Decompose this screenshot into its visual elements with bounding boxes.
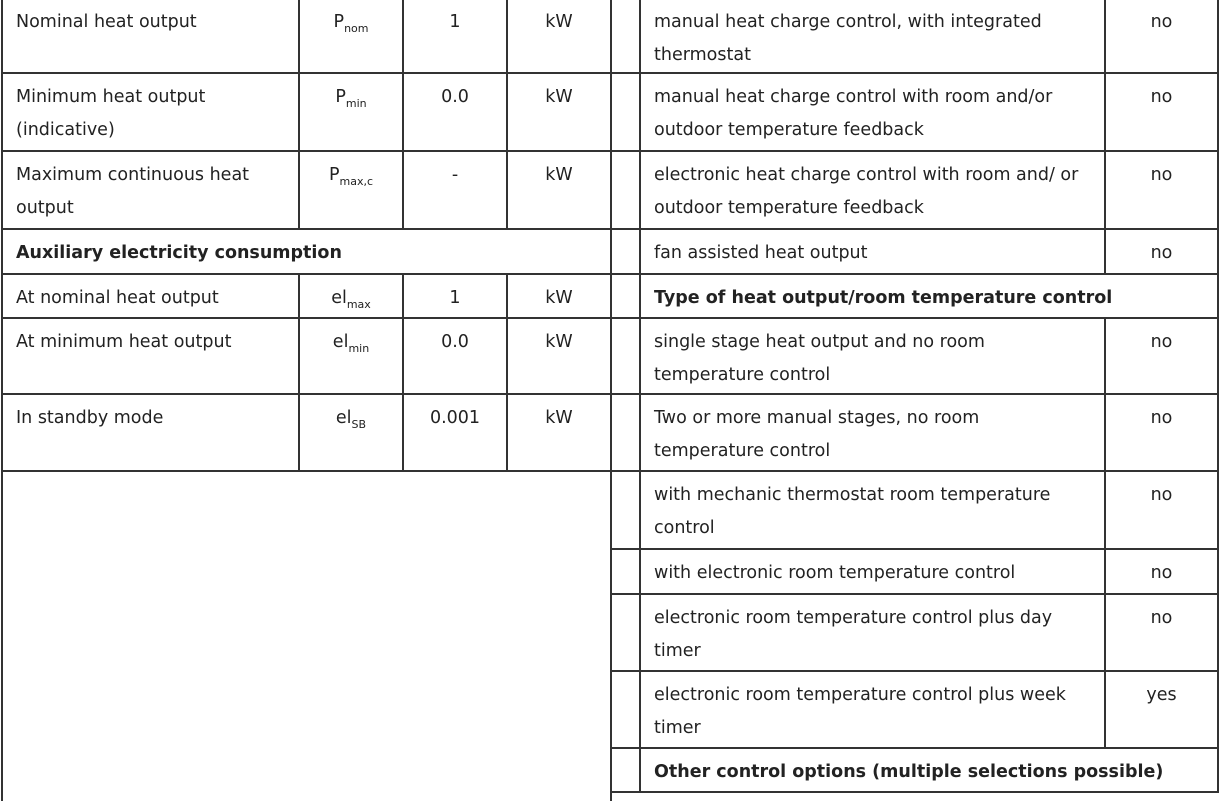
row-label: fan assisted heat output (639, 228, 1106, 275)
empty-area (1, 470, 612, 801)
checkbox-cell (610, 228, 641, 275)
unit: kW (506, 150, 612, 230)
other-heading: Other control options (multiple selections possible) (639, 747, 1219, 793)
row-value: no (1104, 548, 1219, 595)
row-label: manual heat charge control, with integrated thermostat (639, 0, 1106, 74)
symbol-main: P (328, 165, 340, 185)
symbol-subscript: max,c (339, 175, 374, 188)
checkbox-cell (610, 72, 641, 152)
symbol-main: el (331, 288, 347, 308)
aux-heading: Auxiliary electricity consumption (1, 228, 612, 275)
row-label: electronic heat charge control with room and/ or outdoor temperature feedback (639, 150, 1106, 230)
symbol (298, 317, 404, 395)
row-value: no (1104, 228, 1219, 275)
symbol (298, 273, 404, 319)
checkbox-cell (610, 0, 641, 74)
symbol (298, 150, 404, 230)
symbol-subscript: SB (351, 418, 367, 431)
value: 0.0 (402, 317, 508, 395)
checkbox-cell (610, 317, 641, 395)
row-label: electronic room temperature control plus day timer (639, 593, 1106, 672)
row-value: no (1104, 150, 1219, 230)
row-value: no (1104, 0, 1219, 74)
value: 1 (402, 273, 508, 319)
value: 0.0 (402, 72, 508, 152)
row-label: single stage heat output and no room temperature control (639, 317, 1106, 395)
row-value: no (1104, 593, 1219, 672)
symbol-main: P (333, 12, 345, 32)
checkbox-cell (610, 593, 641, 672)
checkbox-cell (610, 470, 641, 550)
symbol (298, 393, 404, 472)
unit: kW (506, 0, 612, 74)
row-value: no (1104, 317, 1219, 395)
row-label: At nominal heat output (1, 273, 300, 319)
row-value: yes (1104, 670, 1219, 749)
row-label: electronic room temperature control plus week timer (639, 670, 1106, 749)
unit: kW (506, 317, 612, 395)
checkbox-cell (610, 670, 641, 749)
row-label: In standby mode (1, 393, 300, 472)
row-value: no (1104, 393, 1219, 472)
symbol-subscript: nom (344, 22, 369, 35)
symbol-main: el (335, 408, 352, 428)
symbol-subscript: min (348, 342, 370, 355)
value: 0.001 (402, 393, 508, 472)
value: 1 (402, 0, 508, 74)
checkbox-cell (610, 747, 641, 793)
symbol-subscript: min (345, 97, 367, 110)
row-label: with mechanic thermostat room temperature control (639, 470, 1106, 550)
symbol (298, 72, 404, 152)
checkbox-cell (610, 393, 641, 472)
symbol-subscript: max (346, 298, 371, 311)
checkbox-cell (610, 150, 641, 230)
row-label: Two or more manual stages, no room temperature control (639, 393, 1106, 472)
unit: kW (506, 393, 612, 472)
row-label: Nominal heat output (1, 0, 300, 74)
row-label: Minimum heat output (indicative) (1, 72, 300, 152)
unit: kW (506, 72, 612, 152)
checkbox-cell (610, 548, 641, 595)
value: - (402, 150, 508, 230)
row-label: with electronic room temperature control (639, 548, 1106, 595)
row-label: Maximum continuous heat output (1, 150, 300, 230)
type-heading: Type of heat output/room temperature control (639, 273, 1219, 319)
checkbox-cell (610, 273, 641, 319)
row-value: no (1104, 72, 1219, 152)
row-value: no (1104, 470, 1219, 550)
unit: kW (506, 273, 612, 319)
symbol-main: P (335, 87, 346, 107)
row-label: At minimum heat output (1, 317, 300, 395)
row-label: manual heat charge control with room and/or outdoor temperature feedback (639, 72, 1106, 152)
symbol-main: el (332, 332, 349, 352)
symbol (298, 0, 404, 74)
